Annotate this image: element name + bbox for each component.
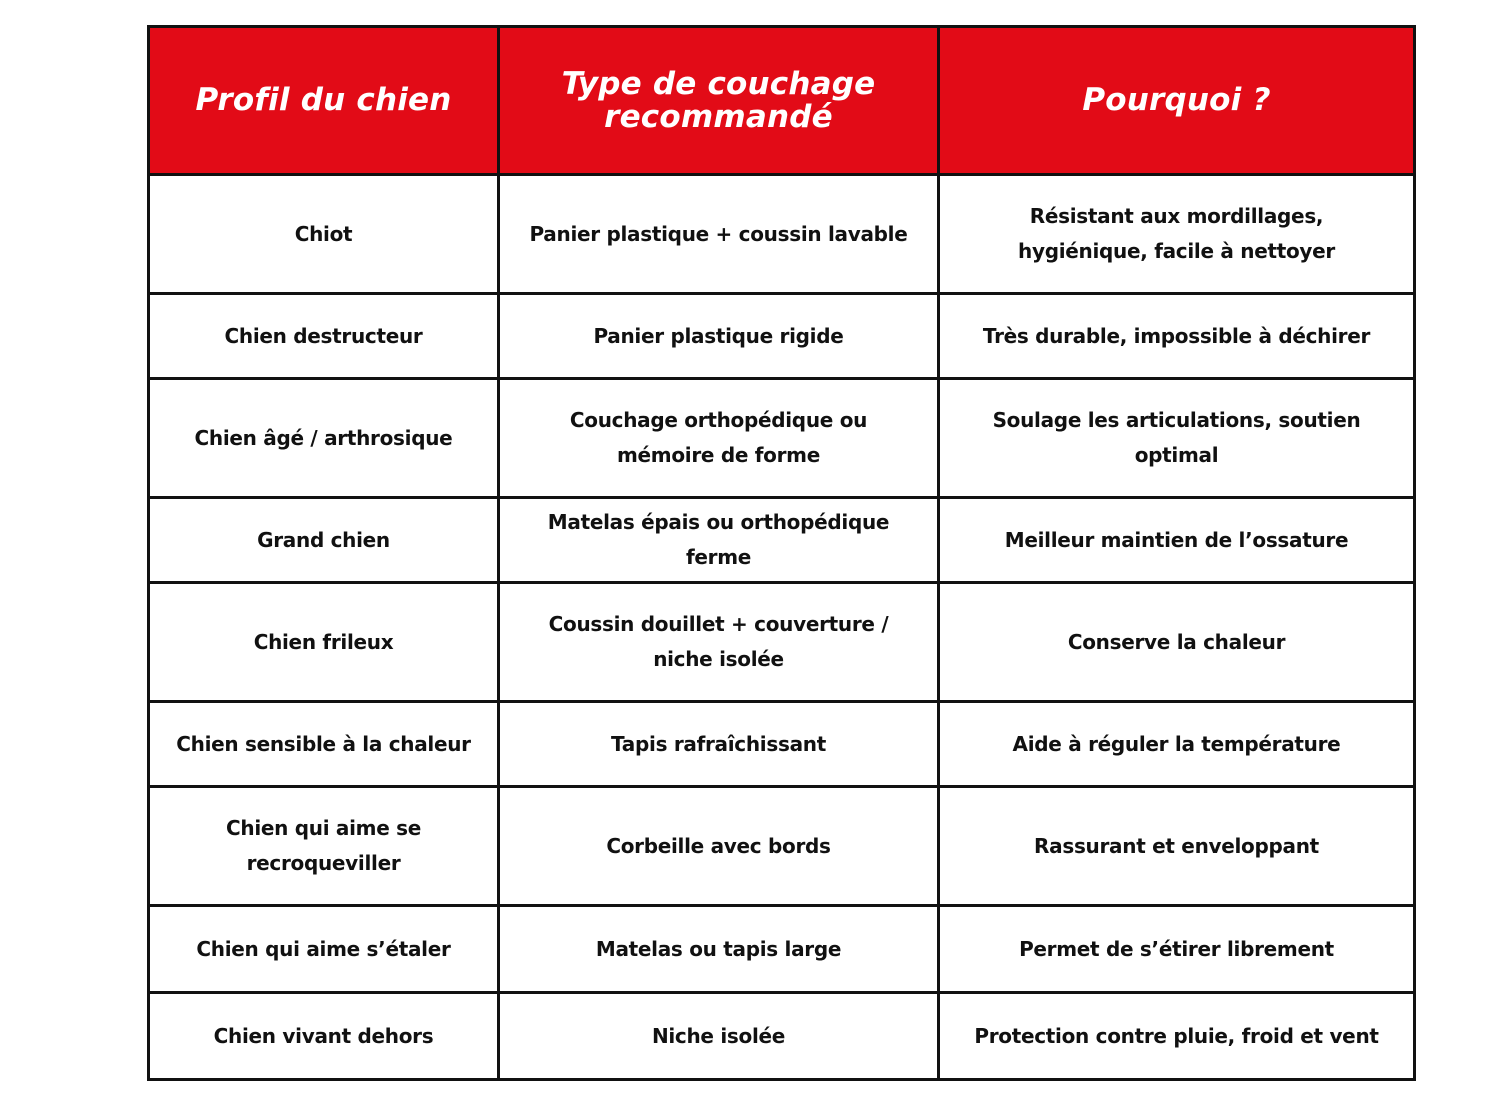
cell-recommended-bedding: Panier plastique rigide — [499, 294, 939, 379]
comparison-table-container — [147, 25, 1413, 1075]
cell-why: Soulage les articulations, soutien optimal — [939, 379, 1415, 498]
table-row — [149, 294, 1415, 379]
table-row — [149, 583, 1415, 702]
table-row — [149, 175, 1415, 294]
cell-dog-profile: Chien vivant dehors — [149, 993, 499, 1080]
cell-dog-profile: Grand chien — [149, 498, 499, 583]
table-row — [149, 702, 1415, 787]
cell-recommended-bedding: Tapis rafraîchissant — [499, 702, 939, 787]
cell-why: Rassurant et enveloppant — [939, 787, 1415, 906]
table-row — [149, 906, 1415, 993]
table-row — [149, 379, 1415, 498]
cell-why: Permet de s’étirer librement — [939, 906, 1415, 993]
table-header — [149, 27, 1415, 175]
cell-recommended-bedding: Couchage orthopédique ou mémoire de forme — [499, 379, 939, 498]
cell-recommended-bedding: Niche isolée — [499, 993, 939, 1080]
cell-recommended-bedding: Matelas épais ou orthopédique ferme — [499, 498, 939, 583]
table-row — [149, 787, 1415, 906]
cell-why: Très durable, impossible à déchirer — [939, 294, 1415, 379]
header-recommended-bedding: Type de couchage recommandé — [499, 27, 939, 175]
cell-why: Conserve la chaleur — [939, 583, 1415, 702]
table-row — [149, 993, 1415, 1080]
cell-recommended-bedding: Corbeille avec bords — [499, 787, 939, 906]
header-why: Pourquoi ? — [939, 27, 1415, 175]
header-row — [149, 27, 1415, 175]
cell-dog-profile: Chien âgé / arthrosique — [149, 379, 499, 498]
table-row — [149, 498, 1415, 583]
cell-recommended-bedding: Matelas ou tapis large — [499, 906, 939, 993]
cell-why: Meilleur maintien de l’ossature — [939, 498, 1415, 583]
cell-dog-profile: Chien destructeur — [149, 294, 499, 379]
cell-why: Aide à réguler la température — [939, 702, 1415, 787]
table-body — [149, 175, 1415, 1080]
cell-why: Protection contre pluie, froid et vent — [939, 993, 1415, 1080]
cell-dog-profile: Chien qui aime s’étaler — [149, 906, 499, 993]
header-dog-profile: Profil du chien — [149, 27, 499, 175]
cell-dog-profile: Chien frileux — [149, 583, 499, 702]
cell-why: Résistant aux mordillages, hygiénique, facile à nettoyer — [939, 175, 1415, 294]
cell-dog-profile: Chiot — [149, 175, 499, 294]
dog-bedding-table — [147, 25, 1416, 1081]
cell-recommended-bedding: Coussin douillet + couverture / niche isolée — [499, 583, 939, 702]
cell-dog-profile: Chien sensible à la chaleur — [149, 702, 499, 787]
cell-recommended-bedding: Panier plastique + coussin lavable — [499, 175, 939, 294]
cell-dog-profile: Chien qui aime se recroqueviller — [149, 787, 499, 906]
